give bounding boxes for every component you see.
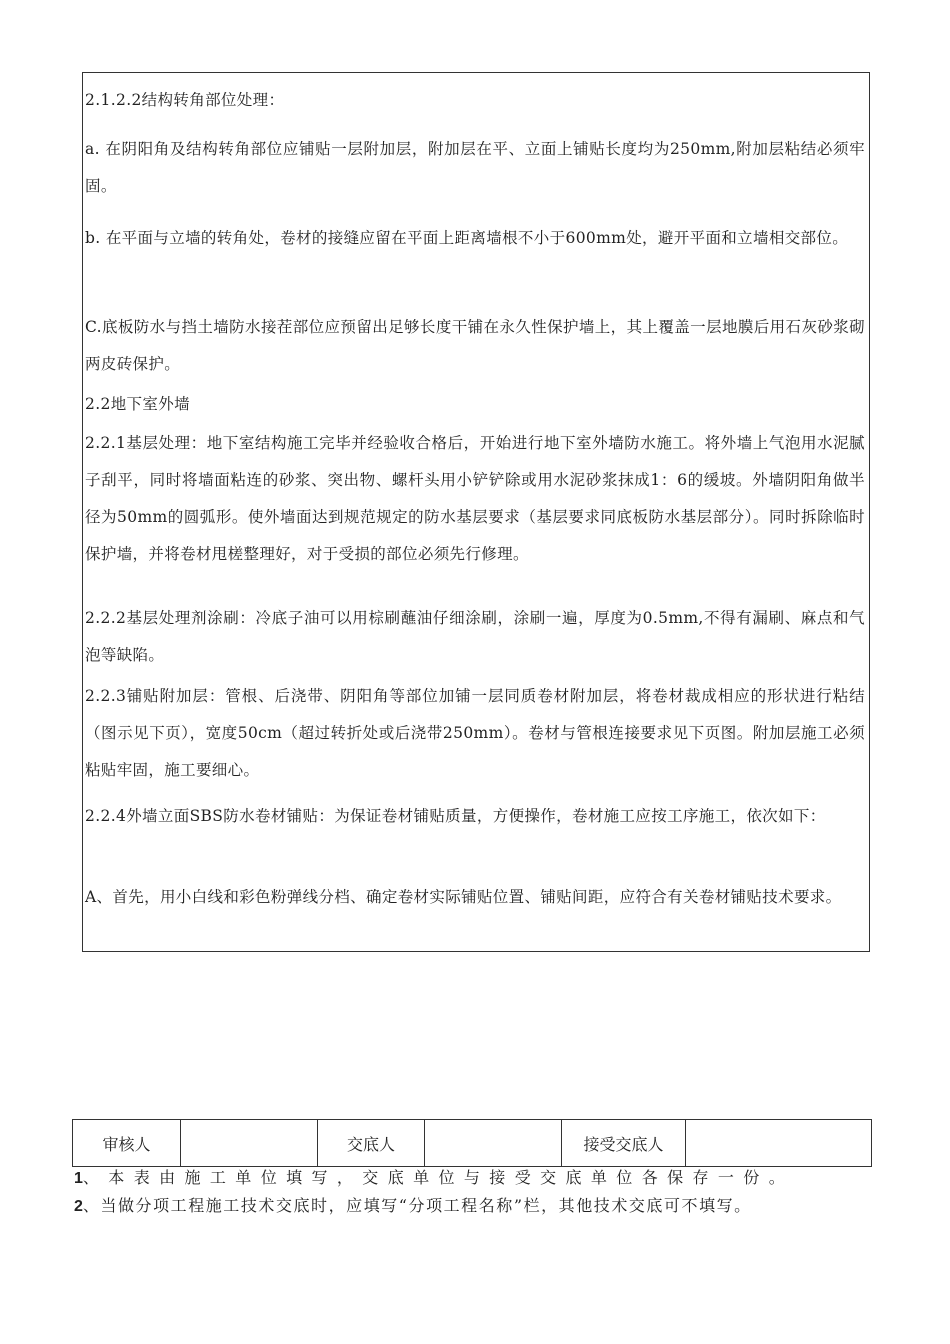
paragraph-a: a. 在阴阳角及结构转角部位应铺贴一层附加层，附加层在平、立面上铺贴长度均为250mm,附加层粘结必须牢固。 [85, 140, 865, 195]
footnote-1 [74, 1165, 874, 1188]
paragraph-2-2-3: 2.2.3铺贴附加层：管根、后浇带、阴阳角等部位加铺一层同质卷材附加层，将卷材裁成相应的形状进行粘结（图示见下页），宽度50cm（超过转折处或后浇带250mm）。卷材与管根连接要求见下页图。附加层施工必须粘贴牢固，施工要细心。 [85, 687, 865, 779]
signature-table [72, 1119, 872, 1167]
paragraph-2-1-2-2: 2.1.2.2结构转角部位处理： [85, 91, 285, 109]
footnote-2 [74, 1193, 874, 1216]
footnote-1-text: 、本表由施工单位填写，交底单位与接受交底单位各保存一份。 [82, 1168, 795, 1187]
footnote-2-number: 2 [74, 1198, 83, 1215]
paragraph-2-2-1: 2.2.1基层处理：地下室结构施工完毕并经验收合格后，开始进行地下室外墙防水施工。将外墙上气泡用水泥腻子刮平，同时将墙面粘连的砂浆、突出物、螺杆头用小铲铲除或用水泥砂浆抹成1：6的缓坡。外墙阴阳角做半径为50mm的圆弧形。使外墙面达到规范规定的防水基层要求（基层要求同底板防水基层部分）。同时拆除临时保护墙，并将卷材甩槎整理好，对于受损的部位必须先行修理。 [85, 434, 865, 563]
footnote-1-number: 1 [74, 1170, 83, 1187]
section-heading-2-2: 2.2地下室外墙 [85, 395, 190, 413]
receiver-label: 接受交底人 [562, 1120, 686, 1167]
paragraph-b: b. 在平面与立墙的转角处，卷材的接缝应留在平面上距离墙根不小于600mm处，避开平面和立墙相交部位。 [85, 229, 849, 247]
paragraph-2-2-2: 2.2.2基层处理剂涂刷：冷底子油可以用棕刷蘸油仔细涂刷，涂刷一遍，厚度为0.5mm,不得有漏刷、麻点和气泡等缺陷。 [85, 609, 865, 664]
footnote-2-text: 、当做分项工程施工技术交底时，应填写“分项工程名称”栏，其他技术交底可不填写。 [82, 1196, 752, 1215]
receiver-field[interactable] [686, 1120, 872, 1167]
paragraph-c: C.底板防水与挡土墙防水接茬部位应预留出足够长度干铺在永久性保护墙上，其上覆盖一层地膜后用石灰砂浆砌两皮砖保护。 [85, 318, 865, 373]
paragraph-A: A、首先，用小白线和彩色粉弹线分档、确定卷材实际铺贴位置、铺贴间距，应符合有关卷材铺贴技术要求。 [85, 888, 842, 906]
reviewer-field[interactable] [181, 1120, 318, 1167]
discloser-field[interactable] [425, 1120, 562, 1167]
reviewer-label: 审核人 [73, 1120, 181, 1167]
signature-row [73, 1120, 872, 1167]
paragraph-2-2-4: 2.2.4外墙立面SBS防水卷材铺贴：为保证卷材铺贴质量，方便操作，卷材施工应按工序施工，依次如下： [85, 807, 826, 825]
disclosure-content-box [82, 72, 870, 952]
discloser-label: 交底人 [318, 1120, 425, 1167]
